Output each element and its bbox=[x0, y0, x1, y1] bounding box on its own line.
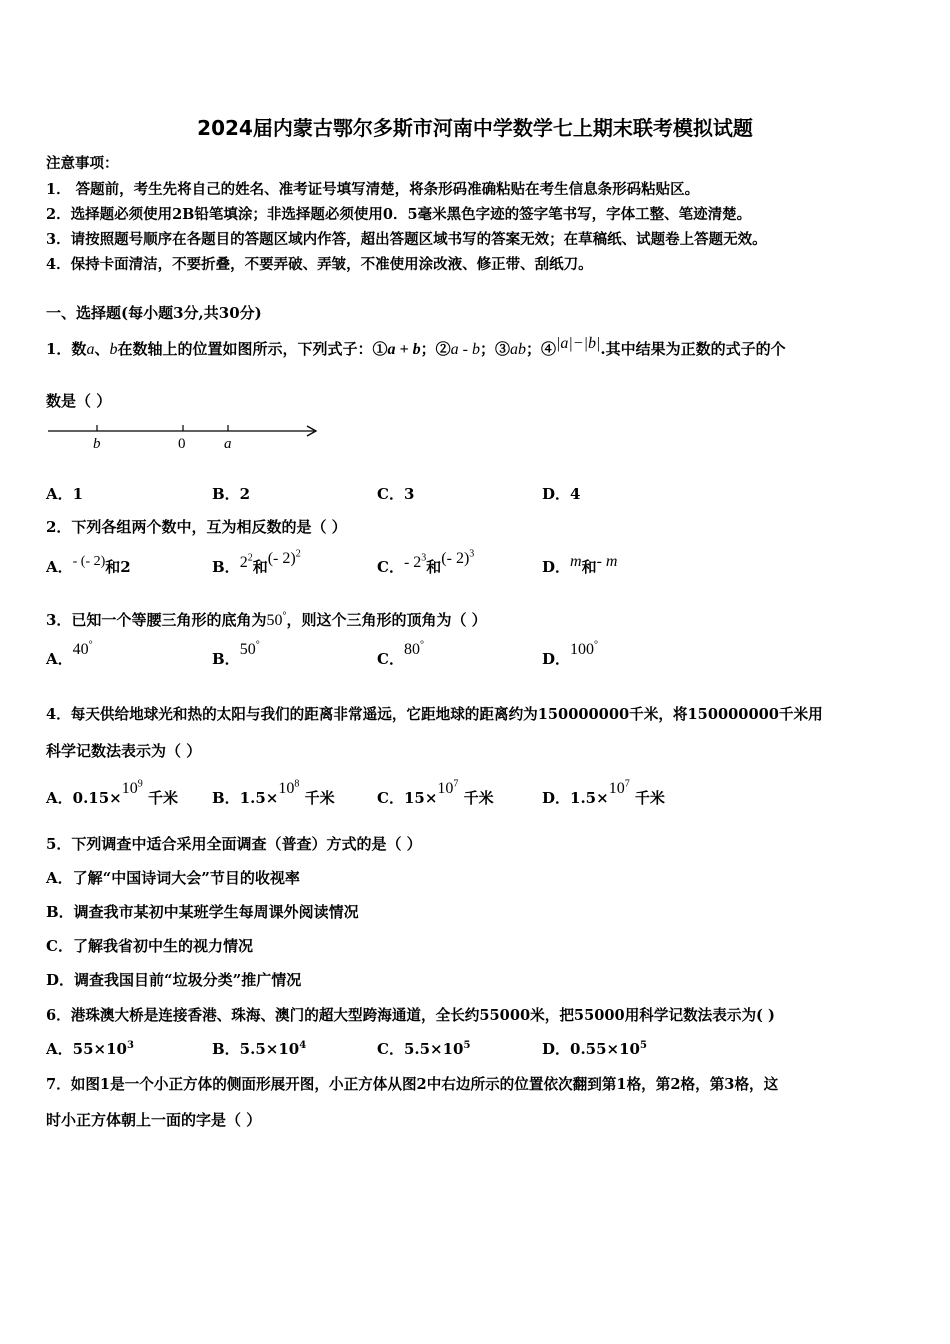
question-7-stem-cont: 时小正方体朝上一面的字是（ ） bbox=[46, 1111, 262, 1129]
page-title: 2024届内蒙古鄂尔多斯市河南中学数学七上期末联考模拟试题 bbox=[197, 116, 753, 140]
q2-option-c[interactable]: C．- $2^3$和(- 2)$^3$ bbox=[377, 548, 475, 576]
notice-item: 1． 答题前，考生先将自己的姓名、准考证号填写清楚，将条形码准确粘贴在考生信息条形码粘贴区。 bbox=[46, 181, 700, 198]
notice-item: 3．请按照题号顺序在各题目的答题区域内作答，超出答题区域书写的答案无效；在草稿纸、试题卷上答题无效。 bbox=[46, 231, 767, 248]
q2-option-a[interactable]: A．- (- 2)和2 bbox=[46, 554, 131, 576]
q6-option-b[interactable]: B．$5.5\times 10^4$ bbox=[212, 1040, 307, 1058]
q4-option-a[interactable]: A．$0.15\times 10^9$ 千米 bbox=[46, 778, 178, 807]
notice-heading: 注意事项： bbox=[46, 155, 119, 172]
q4-option-b[interactable]: B．$1.5\times 10^8$ 千米 bbox=[212, 778, 335, 807]
question-3-stem: 3．已知一个等腰三角形的底角为50°，则这个三角形的顶角为（ ） bbox=[46, 610, 487, 629]
q3-option-d[interactable]: D．100° bbox=[542, 639, 599, 668]
question-7-stem: 7．如图1是一个小正方体的侧面形展开图，小正方体从图2中右边所示的位置依次翻到第1格，第2格，第3格，这 bbox=[46, 1076, 779, 1093]
notice-item: 4．保持卡面清洁，不要折叠，不要弄破、弄皱，不准使用涂改液、修正带、刮纸刀。 bbox=[46, 256, 593, 273]
q1-option-b[interactable]: B．2 bbox=[212, 485, 251, 503]
question-4-stem: 4．每天供给地球光和热的太阳与我们的距离非常遥远，它距地球的距离约为150000000千米，将150000000千米用 bbox=[46, 706, 823, 723]
q5-option-a[interactable]: A．了解“中国诗词大会”节目的收视率 bbox=[46, 869, 300, 887]
q6-option-c[interactable]: C．$5.5\times 10^5$ bbox=[377, 1040, 471, 1058]
question-1-stem: 1．数a、b在数轴上的位置如图所示，下列式子：①a + b；②a - b；③ab；④|a|−|b|.其中结果为正数的式子的个 bbox=[46, 335, 786, 358]
q4-option-c[interactable]: C．$15\times 10^7$ 千米 bbox=[377, 778, 494, 807]
q1-option-c[interactable]: C．3 bbox=[377, 485, 415, 503]
q6-option-a[interactable]: A．$55\times 10^3$ bbox=[46, 1040, 134, 1058]
q2-option-d[interactable]: D．m和- m bbox=[542, 553, 618, 576]
q3-option-b[interactable]: B．50° bbox=[212, 639, 260, 668]
q4-option-d[interactable]: D．$1.5\times 10^7$ 千米 bbox=[542, 778, 665, 807]
number-line-figure bbox=[46, 418, 326, 458]
q2-option-b[interactable]: B．$2^2$和(- 2)$^2$ bbox=[212, 548, 301, 576]
q1-option-a[interactable]: A．1 bbox=[46, 485, 84, 503]
q5-option-b[interactable]: B．调查我市某初中某班学生每周课外阅读情况 bbox=[46, 903, 359, 921]
notice-item: 2．选择题必须使用2B铅笔填涂；非选择题必须使用0．5毫米黑色字迹的签字笔书写，字体工整、笔迹清楚。 bbox=[46, 206, 752, 223]
question-4-stem-cont: 科学记数法表示为（ ） bbox=[46, 742, 202, 760]
label-0: 0 bbox=[178, 436, 186, 452]
label-b: b bbox=[93, 436, 101, 452]
question-2-stem: 2．下列各组两个数中，互为相反数的是（ ） bbox=[46, 518, 347, 536]
label-a: a bbox=[224, 436, 232, 452]
question-1-stem-cont: 数是（ ） bbox=[46, 392, 112, 410]
section-heading: 一、选择题(每小题3分,共30分) bbox=[46, 304, 262, 322]
q5-option-c[interactable]: C．了解我省初中生的视力情况 bbox=[46, 937, 253, 955]
q6-option-d[interactable]: D．$0.55\times 10^5$ bbox=[542, 1040, 647, 1058]
question-6-stem: 6．港珠澳大桥是连接香港、珠海、澳门的超大型跨海通道，全长约55000米，把55000用科学记数法表示为( ) bbox=[46, 1007, 775, 1024]
q1-option-d[interactable]: D．4 bbox=[542, 485, 581, 503]
question-5-stem: 5．下列调查中适合采用全面调查（普查）方式的是（ ） bbox=[46, 835, 422, 853]
q3-option-a[interactable]: A．40° bbox=[46, 639, 93, 668]
q3-option-c[interactable]: C．80° bbox=[377, 639, 424, 668]
q5-option-d[interactable]: D．调查我国目前“垃圾分类”推广情况 bbox=[46, 971, 302, 989]
